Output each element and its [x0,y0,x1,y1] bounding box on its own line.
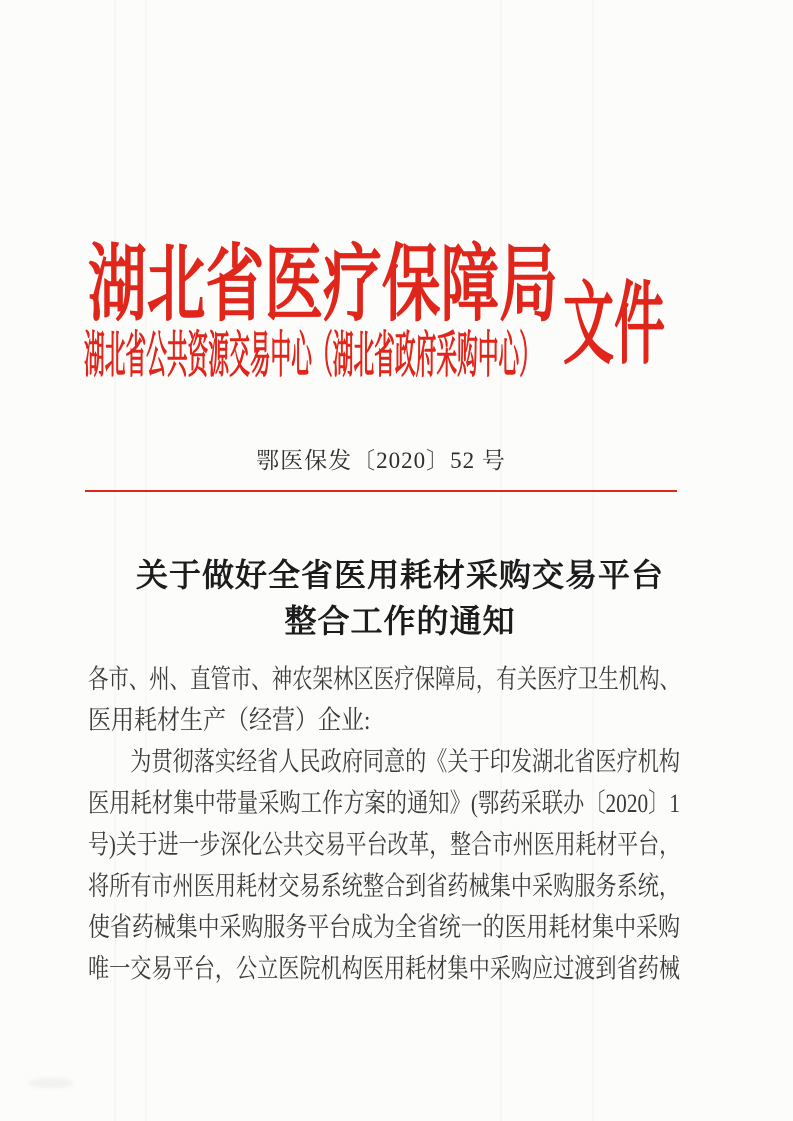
document-title [104,552,696,644]
body-line: 号)关于进一步深化公共交易平台改革，整合市州医用耗材平台， [88,830,680,860]
body-line: 使省药械集中采购服务平台成为全省统一的医用耗材集中采购 [88,913,680,942]
body-line: 医用耗材集中带量采购工作方案的通知》(鄂药采联办〔2020〕1 [88,788,680,818]
body-line: 各市、州、直管市、神农架林区医疗保障局，有关医疗卫生机构、 [88,664,680,694]
org-name-primary: 湖北省医疗保障局 [88,239,558,332]
doc-type-label: 文件 [563,276,665,375]
body-line: 唯一交易平台，公立医院机构医用耗材集中采购应过渡到省药械 [88,954,680,984]
title-line-2: 整合工作的通知 [284,603,516,639]
body-line: 为贯彻落实经省人民政府同意的《关于印发湖北省医疗机构 [130,747,680,777]
org-name-secondary: 湖北省公共资源交易中心（湖北省政府采购中心） [84,327,540,383]
body-line: 将所有市州医用耗材交易系统整合到省药械集中采购服务系统， [88,871,680,901]
document-body [88,659,688,990]
doc-number: 鄂医保发〔2020〕52 号 [256,448,506,473]
body-line: 医用耗材生产（经营）企业: [88,706,371,735]
red-divider [85,490,677,492]
scan-smudge [28,1078,74,1088]
title-line-1: 关于做好全省医用耗材采购交易平台 [135,557,664,593]
